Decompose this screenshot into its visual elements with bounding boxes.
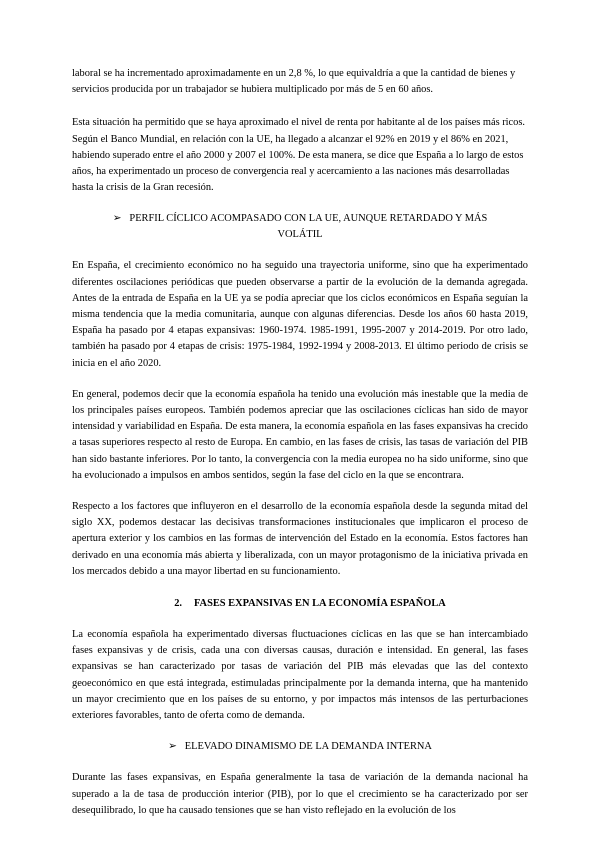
paragraph-labor-productivity: laboral se ha incrementado aproximadamente en un 2,8 %, lo que equivaldría a que la cantidad de bienes y servicios producida por un trabajador se hubiera multiplicado por más de 5 en 60 años. bbox=[72, 68, 516, 96]
subheading-domestic-demand-text: ELEVADO DINAMISMO DE LA DEMANDA INTERNA bbox=[184, 741, 432, 753]
paragraph-institutional-factors: Respecto a los factores que influyeron en el desarrollo de la economía española desde la segunda mitad del siglo XX, podemos destacar las decisivas transformaciones institucionales que implicaron el proceso de apertura exterior y los cambios en las formas de intervención del Estado en la economía. Estos factores han derivado en una economía más abierta y liberalizada, con un mayor protagonismo de la iniciativa privada en los mercados debido a una mayor libertad en su funcionamiento. bbox=[72, 501, 528, 577]
section-heading-expansive-phases bbox=[72, 596, 528, 612]
paragraph-cyclical-fluctuations: La economía española ha experimentado diversas fluctuaciones cíclicas en las que se han intercambiado fases expansivas y de crisis, cada una con diversas causas, duración e intensidad. En general, las fases expansivas se han caracterizado por tasas de variación del PIB más elevadas que las del contexto geoeconómico en que está integrada, estimuladas principalmente por la demanda interna, que ha mantenido un mayor crecimiento que en los países de su entorno, y por impactos más intensos de las perturbaciones exteriores favorables, tanto de oferta como de demanda. bbox=[72, 629, 528, 722]
paragraph-income-convergence: Esta situación ha permitido que se haya aproximado el nivel de renta por habitante al de los países más ricos. Según el Banco Mundial, en relación con la UE, ha llegado a alcanzar el 92% en 2019 y el 86% en 2021, habiendo superado entre el año 2000 y 2007 el 100%. De esta manera, se dice que España a lo largo de estos años, ha experimentado un proceso de convergencia real y acercamiento a las naciones más desarrolladas hasta la crisis de la Gran recesión. bbox=[72, 117, 526, 194]
section-title: FASES EXPANSIVAS EN LA ECONOMÍA ESPAÑOLA bbox=[193, 598, 446, 610]
arrow-bullet-icon: ➢ bbox=[168, 741, 177, 753]
paragraph-volatility: En general, podemos decir que la economía española ha tenido una evolución más inestable que la media de los principales países europeos. También podemos apreciar que las oscilaciones cíclicas han sido de mayor intensidad y variabilidad en España. De esta manera, la economía española en las fases expansivas ha crecido a tasas superiores respecto al resto de Europa. En cambio, en las fases de crisis, las tasas de variación del PIB han sido bastante inferiores. Por lo tanto, la convergencia con la media europea no ha sido uniforme, sino que ha evolucionado a impulsos en ambos sentidos, según la fase del ciclo en la que se encontrara. bbox=[72, 388, 528, 481]
arrow-bullet-icon: ➢ bbox=[112, 213, 122, 225]
subheading-cyclical-profile bbox=[72, 211, 528, 243]
subheading-domestic-demand bbox=[72, 739, 528, 755]
document-page bbox=[72, 66, 528, 819]
paragraph-economic-cycles: En España, el crecimiento económico no ha seguido una trayectoria uniforme, sino que ha experimentado diferentes oscilaciones periódicas que pueden observarse a partir de la evolución de la demanda agregada. Antes de la entrada de España en la UE ya se podía apreciar que los ciclos económicos en España seguían la misma tendencia que la media comunitaria, aunque con algunas diferencias. Desde los años 60 hasta 2019, España ha pasado por 4 etapas expansivas: 1960-1974. 1985-1991, 1995-2007 y 2014-2019. Por otro lado, también ha pasado por 4 etapas de crisis: 1975-1984, 1992-1994 y 2008-2013. El último periodo de crisis se inicia en el año 2020. bbox=[72, 260, 528, 369]
section-number: 2. bbox=[174, 598, 182, 610]
paragraph-national-demand: Durante las fases expansivas, en España generalmente la tasa de variación de la demanda nacional ha superado a la de tasa de producción interior (PIB), por lo que el crecimiento se ha caracterizado por ser desequilibrado, lo que ha causado tensiones que se han visto reflejado en la evolución de los bbox=[72, 772, 528, 816]
subheading-cyclical-profile-text: PERFIL CÍCLICO ACOMPASADO CON LA UE, AUNQUE RETARDADO Y MÁS VOLÁTIL bbox=[129, 213, 488, 241]
